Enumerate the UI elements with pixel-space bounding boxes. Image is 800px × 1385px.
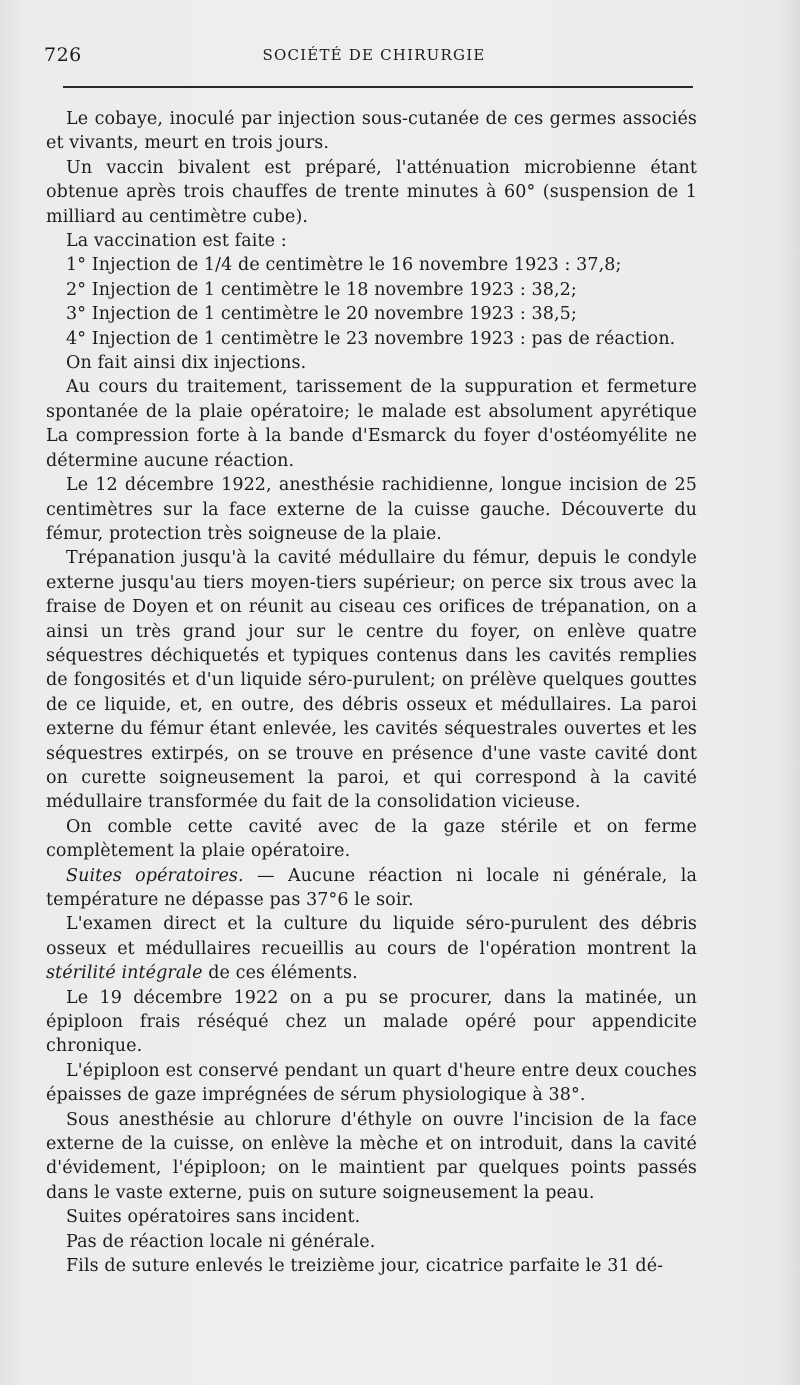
list-item-injection-3: 3° Injection de 1 centimètre le 20 novembre 1923 : 38,5;: [66, 304, 577, 325]
paragraph-vaccination: La vaccination est faite :: [66, 231, 287, 252]
examen-emphasis: stérilité intégrale: [46, 963, 203, 984]
paragraph-suites-sans-incident: Suites opératoires sans incident.: [66, 1207, 361, 1228]
header-rule: [63, 86, 693, 88]
body-text: [46, 107, 697, 1279]
examen-text-after: de ces éléments.: [202, 963, 358, 984]
paragraph-cobaye: Le cobaye, inoculé par injection sous-cutanée de ces germes associés et vivants, meurt en trois jours.: [46, 109, 697, 154]
list-item-injection-2: 2° Injection de 1 centimètre le 18 novembre 1923 : 38,2;: [66, 279, 577, 300]
paragraph-traitement: Au cours du traitement, tarissement de la suppuration et fermeture spontanée de la plaie opératoire; le malade est absolument apyrétique La compression forte à la bande d'Esmarck du foyer d'ostéomyélite ne détermine aucune réaction.: [46, 377, 697, 471]
paragraph-19-decembre: Le 19 décembre 1922 on a pu se procurer, dans la matinée, un épiploon frais réséqué chez un malade opéré pour appendicite chronique.: [46, 987, 697, 1057]
suites-text: — Aucune réaction ni locale ni générale, la température ne dépasse pas 37°6 le soir.: [46, 865, 697, 910]
paragraph-12-decembre: Le 12 décembre 1922, anesthésie rachidienne, longue incision de 25 centimètres sur la face externe de la cuisse gauche. Découverte du fémur, protection très soigneuse de la plaie.: [46, 475, 697, 544]
paragraph-vaccin: Un vaccin bivalent est préparé, l'atténuation microbienne étant obtenue après trois chauffes de trente minutes à 60° (suspension de 1 milliard au centimètre cube).: [46, 157, 697, 227]
suites-label: Suites opératoires.: [66, 865, 244, 886]
paragraph-fils-de-suture: Fils de suture enlevés le treizième jour, cicatrice parfaite le 31 dé-: [66, 1256, 664, 1277]
paragraph-examen: [46, 912, 697, 985]
examen-text-before: L'examen direct et la culture du liquide séro-purulent des débris osseux et médullaires recueillis au cours de l'opération montrent la: [46, 914, 697, 959]
page-header: [44, 44, 704, 72]
page-number: 726: [44, 44, 82, 66]
list-item-injection-1: 1° Injection de 1/4 de centimètre le 16 novembre 1923 : 37,8;: [66, 255, 622, 276]
paragraph-comble: On comble cette cavité avec de la gaze stérile et on ferme complètement la plaie opératoire.: [46, 816, 697, 862]
paragraph-dix-injections: On fait ainsi dix injections.: [66, 353, 307, 374]
running-title: SOCIÉTÉ DE CHIRURGIE: [262, 46, 486, 64]
paragraph-pas-de-reaction: Pas de réaction locale ni générale.: [66, 1231, 376, 1252]
paragraph-trepanation: Trépanation jusqu'à la cavité médullaire du fémur, depuis le condyle externe jusqu'au tiers moyen-tiers supérieur; on perce six trous avec la fraise de Doyen et on réunit au ciseau ces orifices de trépanation, on a ainsi un très grand jour sur le centre du foyer, on enlève quatre séquestres déchiquetés et typiques contenus dans les cavités remplies de fongosités et d'un liquide séro-purulent; on prélève quelques gouttes de ce liquide, et, en outre, des débris osseux et médullaires. La paroi externe du fémur étant enlevée, les cavités séquestrales ouvertes et les séquestres extirpés, on se trouve en présence d'une vaste cavité dont on curette soigneusement la paroi, et qui correspond à la cavité médullaire transformée du fait de la consolidation vicieuse.: [46, 548, 697, 813]
list-item-injection-4: 4° Injection de 1 centimètre le 23 novembre 1923 : pas de réaction.: [66, 328, 676, 349]
paragraph-epiploon: L'épiploon est conservé pendant un quart d'heure entre deux couches épaisses de gaze imprégnées de sérum physiologique à 38°.: [46, 1060, 697, 1106]
paragraph-anesthesie: Sous anesthésie au chlorure d'éthyle on ouvre l'incision de la face externe de la cuisse, on enlève la mèche et on introduit, dans la cavité d'évidement, l'épiploon; on le maintient par quelques points passés dans le vaste externe, puis on suture soigneusement la peau.: [46, 1109, 697, 1203]
paragraph-suites: [46, 864, 697, 913]
